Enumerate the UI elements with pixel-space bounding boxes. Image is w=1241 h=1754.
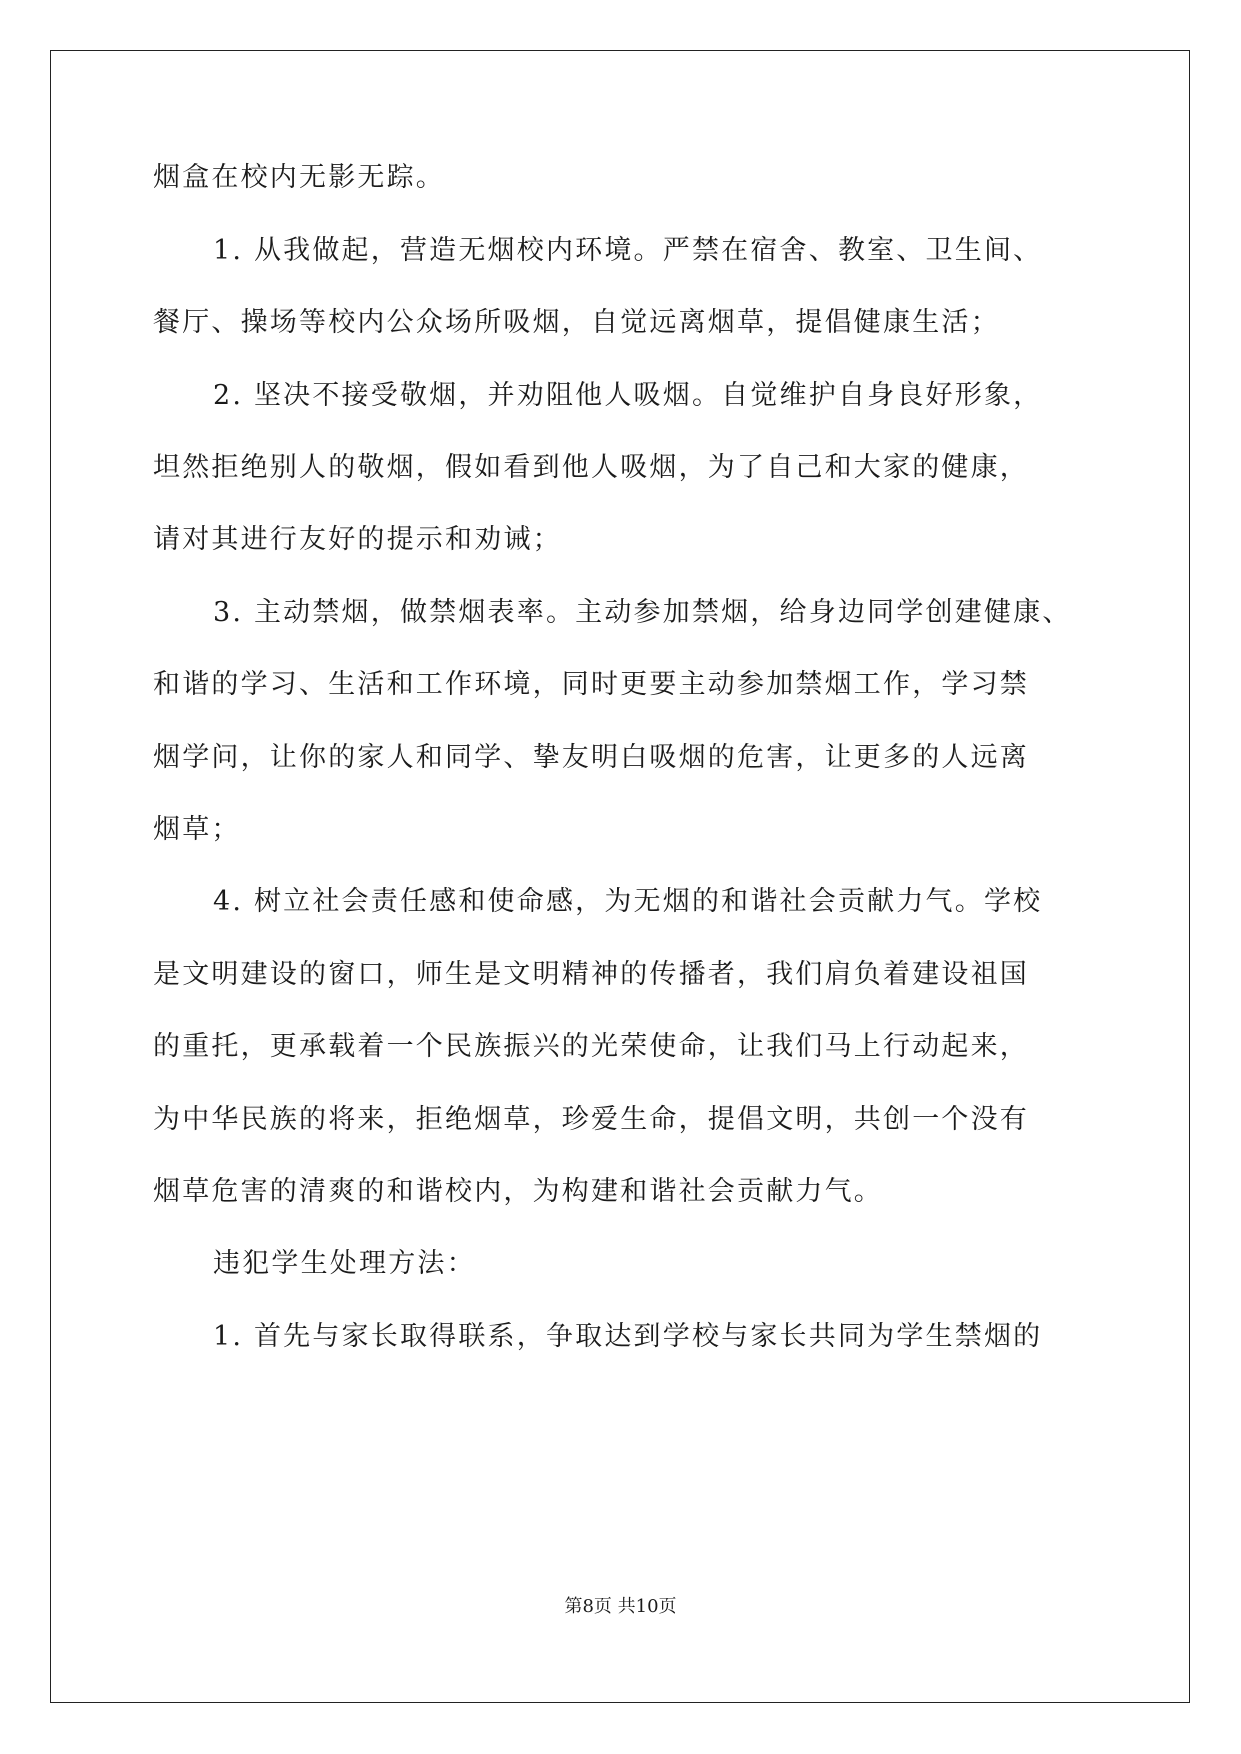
text-line: 4. 树立社会责任感和使命感，为无烟的和谐社会贡献力气。学校 bbox=[213, 886, 1043, 917]
text-line: 2. 坚决不接受敬烟，并劝阻他人吸烟。自觉维护自身良好形象， bbox=[213, 380, 1043, 411]
page-frame bbox=[50, 50, 1190, 1703]
text-line: 1. 从我做起，营造无烟校内环境。严禁在宿舍、教室、卫生间、 bbox=[213, 235, 1043, 266]
text-line: 1. 首先与家长取得联系，争取达到学校与家长共同为学生禁烟的 bbox=[213, 1321, 1043, 1352]
text-line: 3. 主动禁烟，做禁烟表率。主动参加禁烟，给身边同学创建健康、 bbox=[213, 597, 1072, 628]
text-line: 烟草危害的清爽的和谐校内，为构建和谐社会贡献力气。 bbox=[153, 1176, 883, 1207]
text-line: 和谐的学习、生活和工作环境，同时更要主动参加禁烟工作，学习禁 bbox=[153, 669, 1029, 700]
text-line: 请对其进行友好的提示和劝诫； bbox=[153, 524, 562, 555]
text-line: 烟草； bbox=[153, 814, 241, 845]
text-line: 烟学问，让你的家人和同学、挚友明白吸烟的危害，让更多的人远离 bbox=[153, 742, 1029, 773]
text-line: 烟盒在校内无影无踪。 bbox=[153, 162, 445, 193]
text-line: 的重托，更承载着一个民族振兴的光荣使命，让我们马上行动起来， bbox=[153, 1031, 1029, 1062]
text-line: 坦然拒绝别人的敬烟，假如看到他人吸烟，为了自己和大家的健康， bbox=[153, 452, 1029, 483]
page-number-footer: 第8页 共10页 bbox=[564, 1596, 677, 1617]
text-line: 餐厅、操场等校内公众场所吸烟，自觉远离烟草，提倡健康生活； bbox=[153, 307, 1000, 338]
text-line: 为中华民族的将来，拒绝烟草，珍爱生命，提倡文明，共创一个没有 bbox=[153, 1104, 1029, 1135]
text-line: 违犯学生处理方法： bbox=[213, 1248, 476, 1279]
text-line: 是文明建设的窗口，师生是文明精神的传播者，我们肩负着建设祖国 bbox=[153, 959, 1029, 990]
